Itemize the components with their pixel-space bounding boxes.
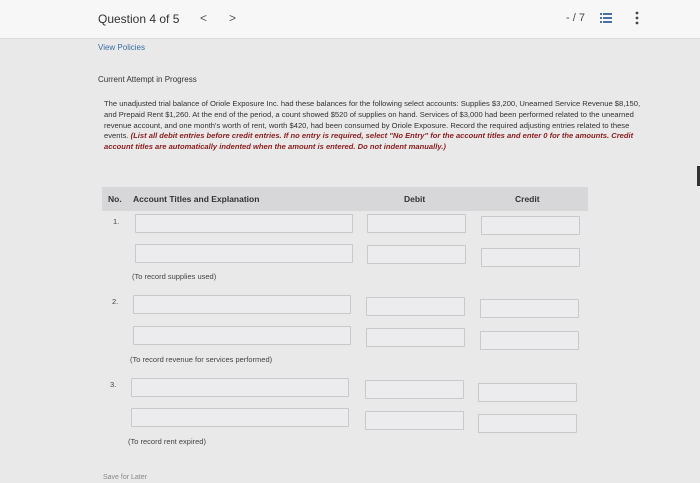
credit-input[interactable]	[478, 383, 577, 402]
account-title-input[interactable]	[131, 408, 349, 427]
account-title-input[interactable]	[131, 378, 349, 397]
credit-input[interactable]	[480, 299, 579, 318]
account-title-input[interactable]	[133, 295, 351, 314]
question-prompt	[104, 99, 644, 153]
header-no: No.	[108, 194, 122, 204]
debit-input[interactable]	[365, 411, 464, 430]
debit-input[interactable]	[367, 245, 466, 264]
view-policies-link[interactable]: View Policies	[98, 43, 145, 52]
attempt-status: Current Attempt in Progress	[98, 75, 197, 84]
entry-number: 1.	[113, 217, 120, 226]
header-account: Account Titles and Explanation	[133, 194, 260, 204]
question-label: Question 4 of 5	[98, 12, 180, 26]
entry-number: 2.	[112, 297, 119, 306]
debit-input[interactable]	[366, 328, 465, 347]
top-bar	[0, 0, 700, 39]
debit-input[interactable]	[365, 380, 464, 399]
chevron-right-icon[interactable]: >	[229, 11, 237, 25]
prompt-instructions: (List all debit entries before credit entries. If no entry is required, select "No Entry" for the account titles and enter 0 for the amounts. Credit account titles are automatically indented when the amount is entered. Do not indent manually.)	[104, 131, 634, 152]
entry-note: (To record rent expired)	[128, 437, 206, 446]
account-title-input[interactable]	[135, 214, 353, 233]
entry-number: 3.	[110, 380, 117, 389]
header-debit: Debit	[404, 194, 426, 204]
debit-input[interactable]	[367, 214, 466, 233]
table-header	[102, 187, 588, 211]
credit-input[interactable]	[481, 216, 580, 235]
credit-input[interactable]	[480, 331, 579, 350]
entry-note: (To record revenue for services performed)	[130, 355, 273, 364]
debit-input[interactable]	[366, 297, 465, 316]
list-icon[interactable]	[600, 13, 612, 23]
header-credit: Credit	[515, 194, 540, 204]
prompt-body: The unadjusted trial balance of Oriole Exposure Inc. had these balances for the following select accounts: Supplies $3,200, Unearned Service Revenue $8,150, and Prepaid Rent $1,260. At the end of the period, a count showed $520 of supplies on hand. Services of $3,000 had been performed related to the unearned revenue account, and one month's worth of rent, worth $420, had been consumed by Oriole Exposure. Record the required adjusting entries related to these events.	[104, 99, 641, 141]
score-display: - / 7	[566, 12, 585, 24]
entry-note: (To record supplies used)	[132, 272, 217, 281]
account-title-input[interactable]	[133, 326, 351, 345]
account-title-input[interactable]	[135, 244, 353, 263]
save-for-later-button[interactable]: Save for Later	[103, 474, 147, 481]
more-vertical-icon[interactable]	[635, 11, 639, 25]
chevron-left-icon[interactable]: <	[200, 11, 208, 25]
credit-input[interactable]	[481, 248, 580, 267]
credit-input[interactable]	[478, 414, 577, 433]
